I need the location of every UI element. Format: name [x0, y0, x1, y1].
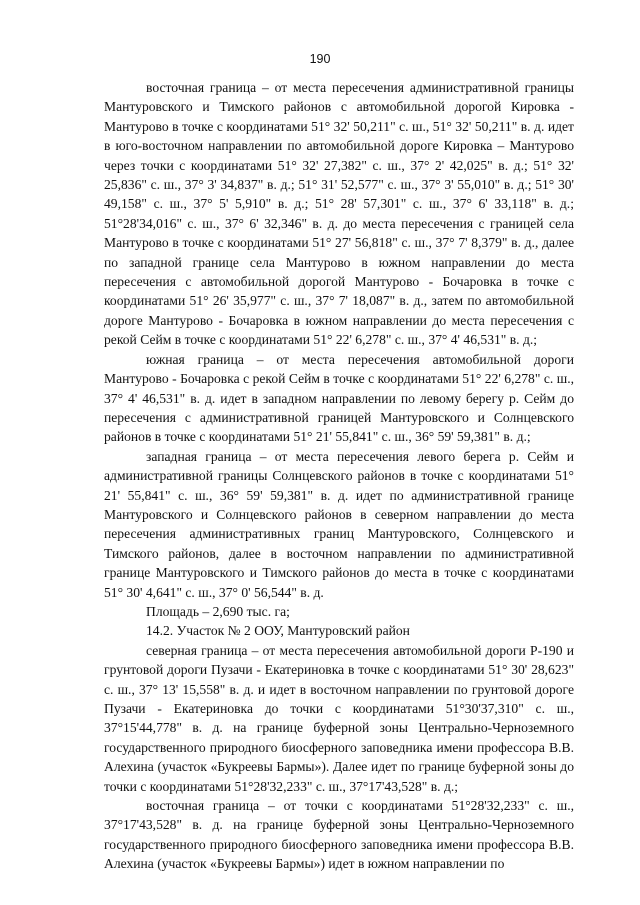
- section-heading: 14.2. Участок № 2 ООУ, Мантуровский район: [146, 623, 410, 639]
- paragraph-north-boundary: северная граница – от места пересечения автомобильной дороги Р-190 и грунтовой дороги Пузачи - Екатериновка в точке с координатами 51° 30' 28,623" с. ш., 37° 13' 15,558" в. д. и идет в восточном направлении по грунтовой дороге Пузачи - Екатериновка до точки с координатами 51°30'37,310" с. ш., 37°15'44,778" в. д. на границе буферной зоны Центрально-Черноземного государственного природного биосферного заповедника имени профессора В.В. Алехина (участок «Букреевы Бармы»). Далее идет по границе буферной зоны до точки с координатами 51°28'32,233" с. ш., 37°17'43,528" в. д.;: [104, 642, 574, 794]
- page-number: 190: [309, 52, 331, 66]
- paragraph-east-boundary: восточная граница – от места пересечения административной границы Мантуровского и Тимского районов с автомобильной дорогой Кировка - Мантурово в точке с координатами 51° 32' 50,211" с. ш., 51° 32' 50,211" в. д. идет в юго-восточном направлении по автомобильной дороге Кировка – Мантурово через точки с координатами 51° 32' 27,382" с. ш., 37° 2' 42,025" в. д.; 51° 32' 25,836" с. ш., 37° 3' 34,837" в. д.; 51° 31' 52,577" с. ш., 37° 3' 55,010" в. д.; 51° 30' 49,158" с. ш., 37° 5' 5,910" в. д.; 51° 28' 57,301" с. ш., 37° 6' 33,118" в. д.; 51°28'34,016" с. ш., 37° 6' 32,346" в. д. до места пересечения с границей села Мантурово в точке с координатами 51° 27' 56,818" с. ш., 37° 7' 8,379" в. д., далее по западной границе села Мантурово в южном направлении до места пересечения с автомобильной дорогой Мантурово - Бочаровка в точке с координатами 51° 26' 35,977" с. ш., 37° 7' 18,087" в. д., затем по автомобильной дороге Мантурово - Бочаровка в южном направлении до места пересечения с рекой Сейм в точке с координатами 51° 22' 6,278" с. ш., 37° 4' 46,531" в. д.;: [104, 80, 574, 348]
- paragraph-area: Площадь – 2,690 тыс. га;: [146, 603, 290, 619]
- paragraph-east-boundary-2: восточная граница – от точки с координатами 51°28'32,233" с. ш., 37°17'43,528" в. д. на границе буферной зоны Центрально-Черноземного государственного природного биосферного заповедника имени профессора В.В. Алехина (участок «Букреевы Бармы») идет в южном направлении по: [104, 798, 574, 872]
- body-text: [104, 78, 574, 874]
- paragraph-west-boundary: западная граница – от места пересечения левого берега р. Сейм и административной границы Солнцевского районов в точке с координатами 51° 21' 55,841" с. ш., 36° 59' 59,381" в. д. идет по административной границе Мантуровского и Солнцевского районов в северном направлении до места пересечения административных границ Мантуровского, Солнцевского и Тимского районов, далее в восточном направлении по административной границе Мантуровского и Тимского районов до места в точке с координатами 51° 30' 4,641" с. ш., 37° 0' 56,544" в. д.: [104, 448, 574, 600]
- paragraph-south-boundary: южная граница – от места пересечения автомобильной дороги Мантурово - Бочаровка с рекой Сейм в точке с координатами 51° 22' 6,278" с. ш., 37° 4' 46,531" в. д. идет в западном направлении по левому берегу р. Сейм до пересечения с административной границей Мантуровского и Солнцевского районов в точке с координатами 51° 21' 55,841" с. ш., 36° 59' 59,381" в. д.;: [104, 351, 574, 445]
